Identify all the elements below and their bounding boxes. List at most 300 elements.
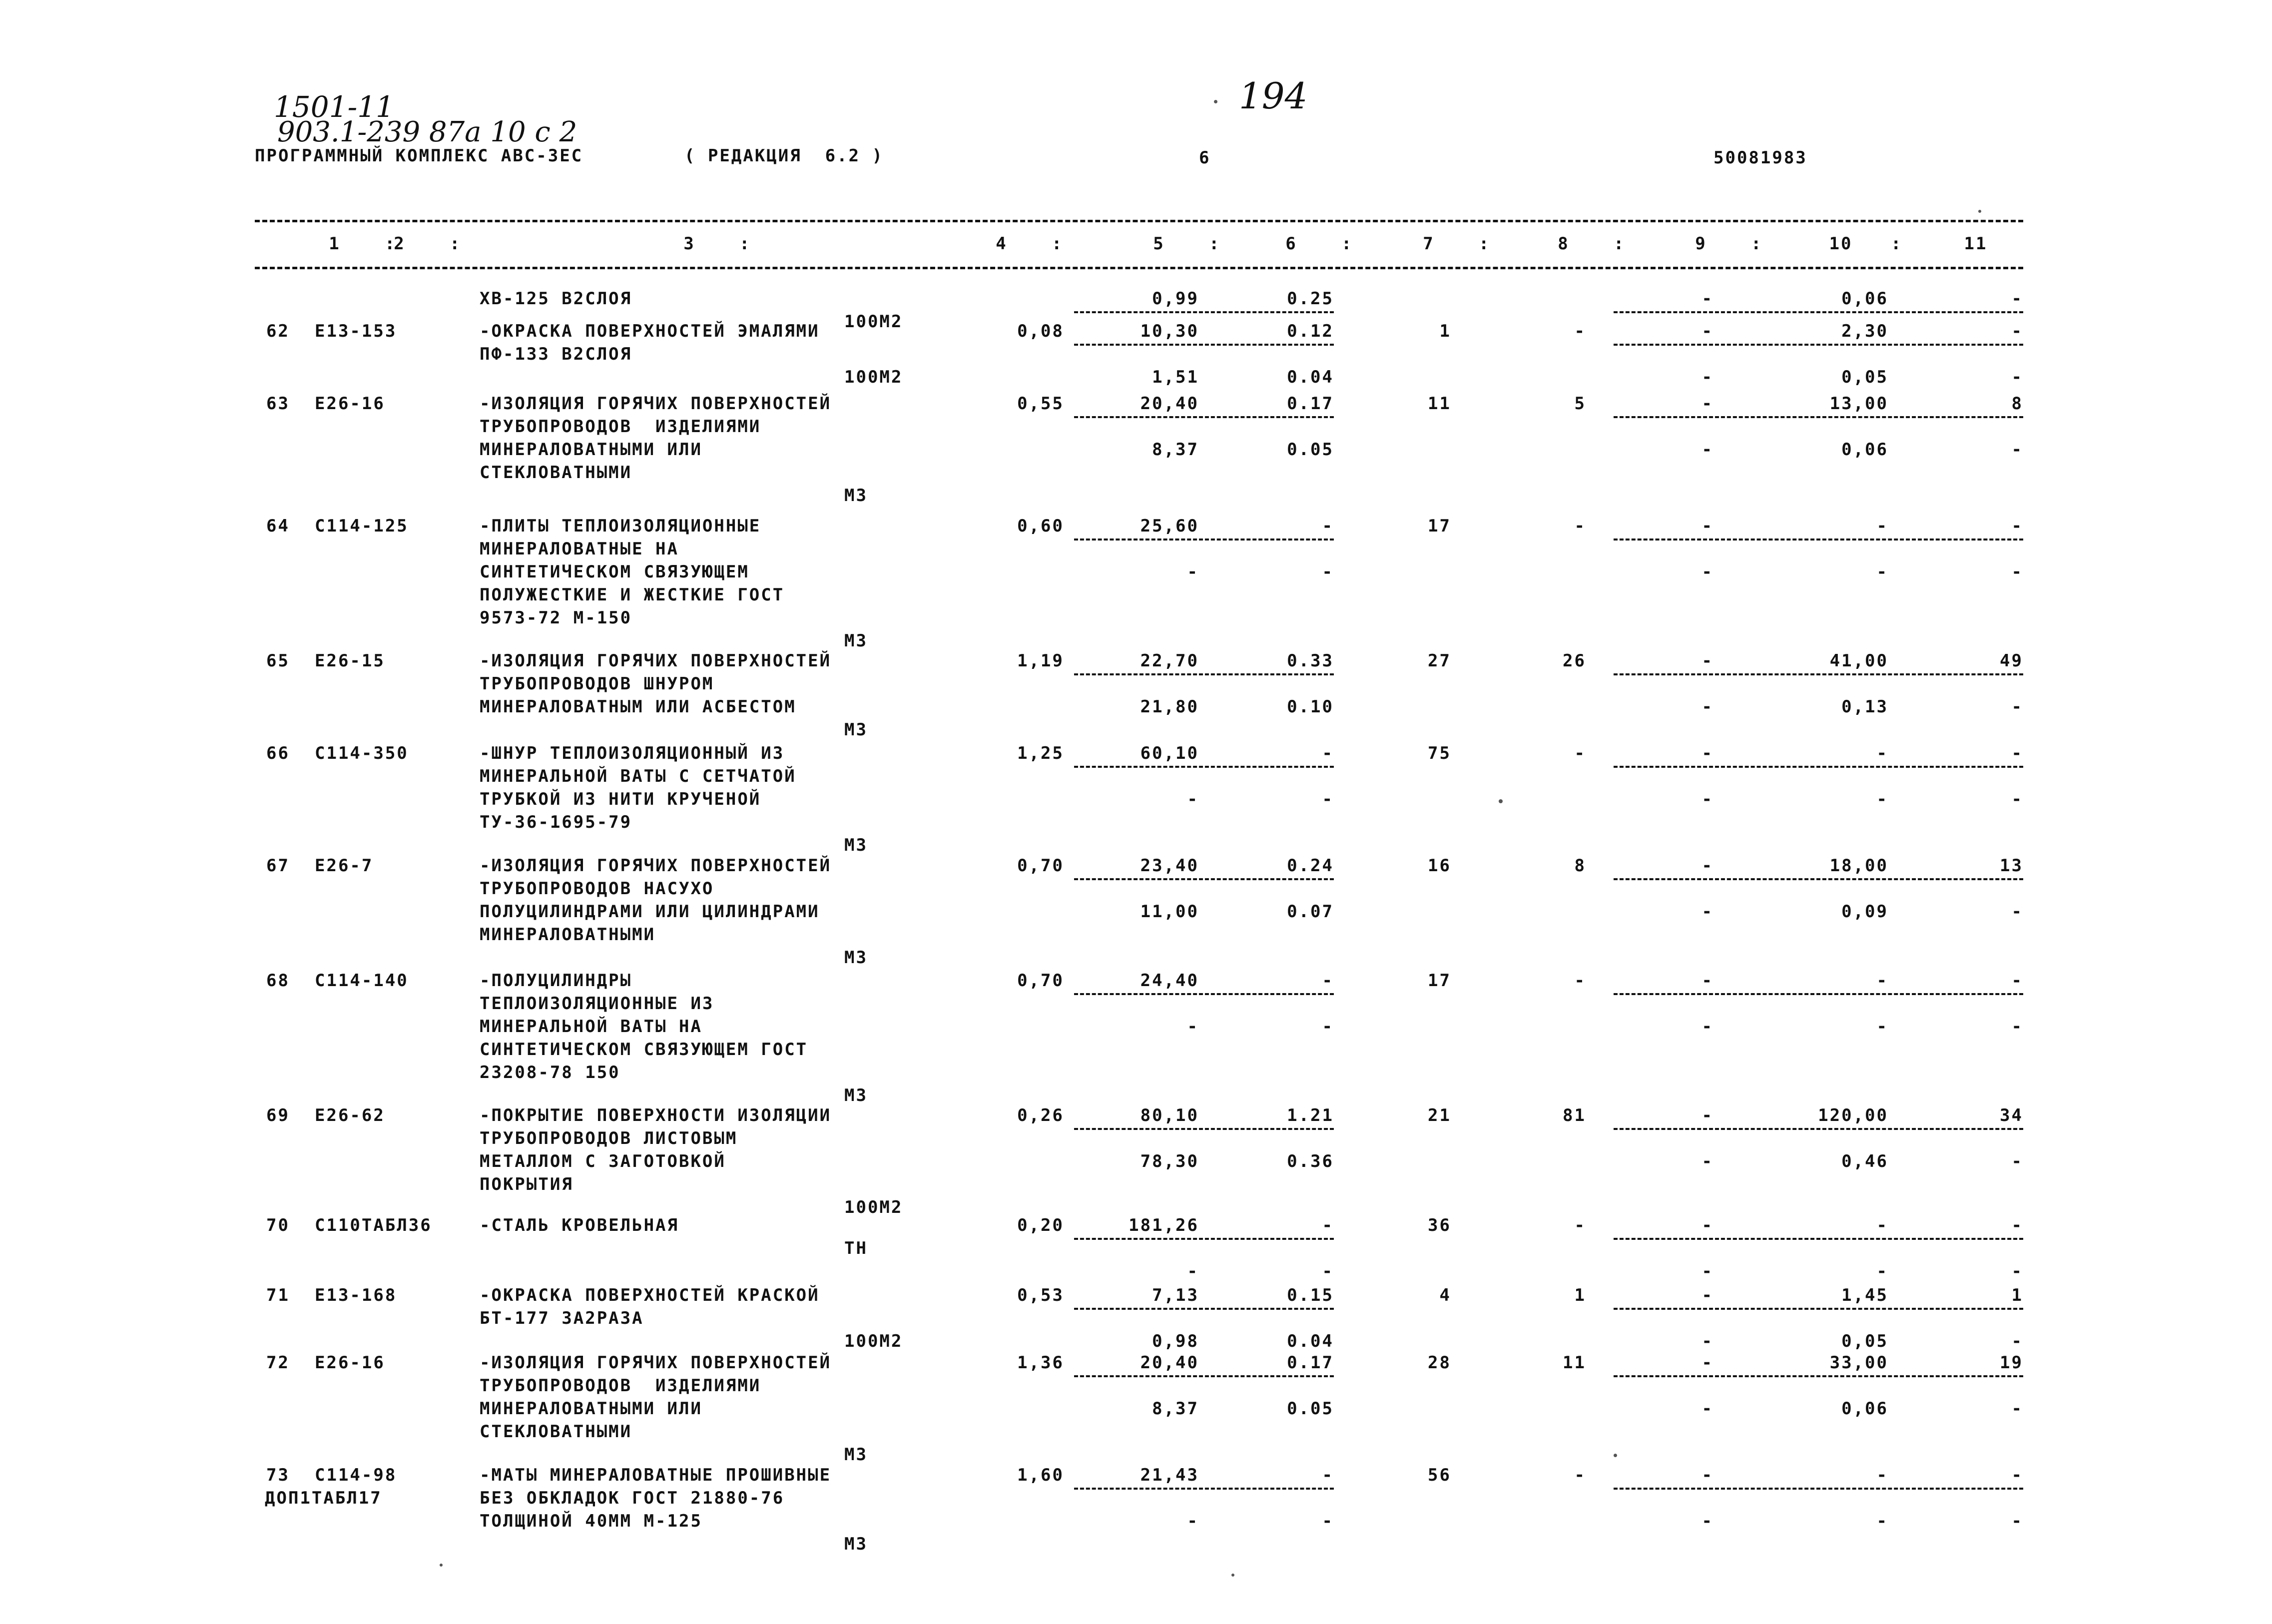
col5-value: 7,13	[1152, 1285, 1199, 1305]
work-description-line: ПОКРЫТИЯ	[480, 1174, 573, 1194]
work-description-line: -ОКРАСКА ПОВЕРХНОСТЕЙ ЭМАЛЯМИ	[480, 321, 820, 341]
col10-value: 13,00	[1829, 394, 1888, 414]
col6-value: -	[1322, 971, 1334, 991]
col4-value: 1,25	[1017, 743, 1064, 763]
sub-rule	[1074, 878, 1334, 880]
col9-sub-value: -	[1702, 1261, 1713, 1281]
work-description-line: ТРУБКОЙ ИЗ НИТИ КРУЧЕНОЙ	[480, 789, 761, 809]
col10-value: 120,00	[1818, 1105, 1888, 1125]
col5-value: 23,40	[1140, 856, 1199, 876]
sub-rule	[1614, 416, 2023, 418]
col5-value: 20,40	[1140, 394, 1199, 414]
col6-sub-value: -	[1322, 1017, 1334, 1037]
col8-value: -	[1574, 516, 1586, 536]
col5-sub-value: -	[1187, 1261, 1199, 1281]
unit-label: М3	[844, 1445, 868, 1465]
col9-sub-value: -	[1702, 1511, 1713, 1531]
work-description-line: -ИЗОЛЯЦИЯ ГОРЯЧИХ ПОВЕРХНОСТЕЙ	[480, 651, 832, 671]
work-description-line: МИНЕРАЛОВАТНЫЕ НА	[480, 539, 679, 559]
rate-code: Е26-15	[315, 651, 385, 671]
col9-value: -	[1702, 516, 1713, 536]
col9-value: -	[1702, 1105, 1713, 1125]
col7-value: 16	[1428, 856, 1451, 876]
col4-value: 0,26	[1017, 1105, 1064, 1125]
work-description-line: -ПЛИТЫ ТЕПЛОИЗОЛЯЦИОННЫЕ	[480, 516, 761, 536]
col5-value: 25,60	[1140, 516, 1199, 536]
col5-value: 80,10	[1140, 1105, 1199, 1125]
col10-sub-value: 0,05	[1841, 367, 1888, 387]
col9-sub-value: -	[1702, 1331, 1713, 1351]
col4-value: 1,36	[1017, 1353, 1064, 1373]
unit-label: М3	[844, 631, 868, 651]
rate-code: С114-125	[315, 516, 409, 536]
sub-rule	[1074, 539, 1334, 541]
col5-sub-value: 0,98	[1152, 1331, 1199, 1351]
edition-label: ( РЕДАКЦИЯ 6.2 )	[684, 146, 884, 166]
work-description-line: -ПОЛУЦИЛИНДРЫ	[480, 971, 632, 991]
col10-sub-value: 0,05	[1841, 1331, 1888, 1351]
col10-sub-value: -	[1876, 1511, 1888, 1531]
col10-value: 33,00	[1829, 1353, 1888, 1373]
col5-value: 181,26	[1129, 1215, 1199, 1235]
col11-sub-value: -	[2011, 1331, 2023, 1351]
unit-label: 100М2	[844, 312, 903, 332]
col7-value: 21	[1428, 1105, 1451, 1125]
work-description-line: СТЕКЛОВАТНЫМИ	[480, 1422, 632, 1442]
col9-value: -	[1702, 1353, 1713, 1373]
col9-value: -	[1702, 1285, 1713, 1305]
col9-value: -	[1702, 651, 1713, 671]
work-description-line: -ИЗОЛЯЦИЯ ГОРЯЧИХ ПОВЕРХНОСТЕЙ	[480, 856, 832, 876]
col8-value: 11	[1563, 1353, 1586, 1373]
col10-value: -	[1876, 1215, 1888, 1235]
col6-sub-value: -	[1322, 789, 1334, 809]
col11-value: 8	[2011, 394, 2023, 414]
col7-value: 56	[1428, 1465, 1451, 1485]
unit-label: М3	[844, 948, 868, 968]
col9-sub-value: -	[1702, 1399, 1713, 1419]
col6-value: 0.15	[1287, 1285, 1334, 1305]
column-separator-icon: :	[1052, 234, 1064, 254]
col8-value: 8	[1574, 856, 1586, 876]
col7-value: 11	[1428, 394, 1451, 414]
sub-rule	[1614, 344, 2023, 346]
sub-rule	[1614, 878, 2023, 880]
scan-speck	[1499, 799, 1503, 803]
sub-rule	[1074, 1488, 1334, 1490]
col6-value: -	[1322, 516, 1334, 536]
col6-sub-value: 0.05	[1287, 1399, 1334, 1419]
col9-sub-value: -	[1702, 789, 1713, 809]
col11-sub-value: -	[2011, 367, 2023, 387]
col5-sub-value: -	[1187, 789, 1199, 809]
row-number: 72	[266, 1353, 290, 1373]
col4-value: 1,60	[1017, 1465, 1064, 1485]
col5-value: 20,40	[1140, 1353, 1199, 1373]
row-number: 64	[266, 516, 290, 536]
col6-value: 0.17	[1287, 1353, 1334, 1373]
col11-sub-value: -	[2011, 1017, 2023, 1037]
col11-value: -	[2011, 289, 2023, 309]
rate-code: С114-98	[315, 1465, 397, 1485]
col6-sub-value: -	[1322, 562, 1334, 582]
row-number: 66	[266, 743, 290, 763]
work-description-line: МИНЕРАЛОВАТНЫМИ	[480, 925, 656, 945]
col11-value: -	[2011, 1215, 2023, 1235]
col6-value: -	[1322, 1215, 1334, 1235]
work-description-line: МИНЕРАЛЬНОЙ ВАТЫ С СЕТЧАТОЙ	[480, 766, 796, 786]
col6-value: 0.17	[1287, 394, 1334, 414]
column-header-8: 8	[1558, 234, 1570, 254]
col7-value: 36	[1428, 1215, 1451, 1235]
col6-sub-value: 0.04	[1287, 1331, 1334, 1351]
rate-code: Е26-16	[315, 394, 385, 414]
col4-value: 0,70	[1017, 971, 1064, 991]
work-description-line: БТ-177 ЗА2РАЗА	[480, 1308, 644, 1328]
col9-sub-value: -	[1702, 562, 1713, 582]
col9-value: -	[1702, 743, 1713, 763]
row-number: 68	[266, 971, 290, 991]
work-description-line: -ШНУР ТЕПЛОИЗОЛЯЦИОННЫЙ ИЗ	[480, 743, 785, 763]
col5-value: 0,99	[1152, 289, 1199, 309]
sub-rule	[1074, 1375, 1334, 1377]
scan-speck	[1614, 1454, 1617, 1457]
work-description-line: ТРУБОПРОВОДОВ ИЗДЕЛИЯМИ	[480, 1376, 761, 1396]
sub-rule	[1074, 1308, 1334, 1310]
column-separator-icon: :	[450, 234, 462, 254]
col10-sub-value: -	[1876, 562, 1888, 582]
sub-rule	[1614, 673, 2023, 675]
row-number: 65	[266, 651, 290, 671]
col8-value: 26	[1563, 651, 1586, 671]
col9-sub-value: -	[1702, 1151, 1713, 1171]
scan-speck	[1231, 1574, 1234, 1577]
col5-value: 60,10	[1140, 743, 1199, 763]
col9-sub-value: -	[1702, 902, 1713, 922]
col4-value: 0,60	[1017, 516, 1064, 536]
column-header-2: 2	[394, 234, 406, 254]
sub-rule	[1074, 344, 1334, 346]
column-header-3: 3	[683, 234, 695, 254]
col10-value: 18,00	[1829, 856, 1888, 876]
col9-sub-value: -	[1702, 440, 1713, 460]
work-description-line: -МАТЫ МИНЕРАЛОВАТНЫЕ ПРОШИВНЫЕ	[480, 1465, 832, 1485]
column-header-7: 7	[1423, 234, 1435, 254]
rate-code: С110ТАБЛ36	[315, 1215, 432, 1235]
column-header-11: 11	[1964, 234, 1988, 254]
col10-value: -	[1876, 1465, 1888, 1485]
work-description-line: -СТАЛЬ КРОВЕЛЬНАЯ	[480, 1215, 679, 1235]
col6-sub-value: 0.36	[1287, 1151, 1334, 1171]
col5-sub-value: 1,51	[1152, 367, 1199, 387]
col9-sub-value: -	[1702, 367, 1713, 387]
col11-value: -	[2011, 321, 2023, 341]
sub-rule	[1074, 1128, 1334, 1130]
rate-code-extra: ДОП1ТАБЛ17	[265, 1488, 382, 1508]
col11-value: -	[2011, 971, 2023, 991]
unit-label: М3	[844, 720, 868, 740]
col9-value: -	[1702, 321, 1713, 341]
scan-speck	[440, 1564, 443, 1567]
column-header-4: 4	[996, 234, 1008, 254]
work-description-line: -ИЗОЛЯЦИЯ ГОРЯЧИХ ПОВЕРХНОСТЕЙ	[480, 394, 832, 414]
col11-value: 19	[2000, 1353, 2023, 1373]
column-separator-icon: :	[739, 234, 751, 254]
column-header-1: 1	[329, 234, 341, 254]
col10-sub-value: 0,46	[1841, 1151, 1888, 1171]
row-number: 71	[266, 1285, 290, 1305]
column-header-5: 5	[1153, 234, 1165, 254]
col11-sub-value: -	[2011, 1511, 2023, 1531]
rate-code: Е26-62	[315, 1105, 385, 1125]
row-number: 70	[266, 1215, 290, 1235]
sub-rule	[1614, 766, 2023, 768]
unit-label: 100М2	[844, 367, 903, 387]
handwritten-page-number: 194	[1239, 75, 1308, 117]
rate-code: Е13-153	[315, 321, 397, 341]
work-description-line: БЕЗ ОБКЛАДОК ГОСТ 21880-76	[480, 1488, 785, 1508]
col4-value: 0,70	[1017, 856, 1064, 876]
col11-sub-value: -	[2011, 1151, 2023, 1171]
col8-value: -	[1574, 743, 1586, 763]
col8-value: 81	[1563, 1105, 1586, 1125]
column-separator-icon: :	[1614, 234, 1626, 254]
sheet-number: 6	[1199, 148, 1211, 168]
col10-value: 1,45	[1841, 1285, 1888, 1305]
column-separator-icon: :	[1209, 234, 1221, 254]
scan-speck	[1214, 100, 1217, 103]
col5-value: 10,30	[1140, 321, 1199, 341]
col10-sub-value: -	[1876, 789, 1888, 809]
col8-value: 1	[1574, 1285, 1586, 1305]
header-rule-bottom	[255, 267, 2023, 269]
sub-rule	[1074, 766, 1334, 768]
sub-rule	[1614, 1375, 2023, 1377]
col6-value: 0.12	[1287, 321, 1334, 341]
col6-value: 0.33	[1287, 651, 1334, 671]
sub-rule	[1614, 539, 2023, 541]
sub-rule	[1614, 1238, 2023, 1240]
handwritten-doc-number: 1501-11	[274, 90, 395, 124]
col9-value: -	[1702, 856, 1713, 876]
sub-rule	[1614, 993, 2023, 995]
column-separator-icon: :	[1751, 234, 1763, 254]
work-description-line: -ОКРАСКА ПОВЕРХНОСТЕЙ КРАСКОЙ	[480, 1285, 820, 1305]
col6-value: 1.21	[1287, 1105, 1334, 1125]
unit-label: 100М2	[844, 1197, 903, 1217]
rate-code: Е26-7	[315, 856, 374, 876]
col9-value: -	[1702, 971, 1713, 991]
col5-sub-value: -	[1187, 1017, 1199, 1037]
work-description-line: СИНТЕТИЧЕСКОМ СВЯЗУЮЩЕМ	[480, 562, 749, 582]
col10-value: 2,30	[1841, 321, 1888, 341]
col6-value: -	[1322, 743, 1334, 763]
col11-value: -	[2011, 743, 2023, 763]
col7-value: 27	[1428, 651, 1451, 671]
col6-sub-value: -	[1322, 1261, 1334, 1281]
col11-sub-value: -	[2011, 902, 2023, 922]
work-description-line: -ПОКРЫТИЕ ПОВЕРХНОСТИ ИЗОЛЯЦИИ	[480, 1105, 832, 1125]
col4-value: 0,55	[1017, 394, 1064, 414]
row-number: 73	[266, 1465, 290, 1485]
work-description-line: ТОЛЩИНОЙ 40ММ М-125	[480, 1511, 702, 1531]
col10-value: -	[1876, 971, 1888, 991]
unit-label: 100М2	[844, 1331, 903, 1351]
col5-sub-value: 78,30	[1140, 1151, 1199, 1171]
work-description-line: ТРУБОПРОВОДОВ ИЗДЕЛИЯМИ	[480, 417, 761, 437]
unit-label: М3	[844, 486, 868, 506]
col9-value: -	[1702, 1465, 1713, 1485]
work-description-line: СТЕКЛОВАТНЫМИ	[480, 463, 632, 483]
work-description-line: ПОЛУЖЕСТКИЕ И ЖЕСТКИЕ ГОСТ	[480, 585, 785, 605]
row-number: 67	[266, 856, 290, 876]
work-description-line: МИНЕРАЛОВАТНЫМИ ИЛИ	[480, 1399, 702, 1419]
unit-label: М3	[844, 835, 868, 855]
scan-speck	[1978, 210, 1981, 213]
work-description-line: ТРУБОПРОВОДОВ ЛИСТОВЫМ	[480, 1128, 738, 1148]
col8-value: -	[1574, 1215, 1586, 1235]
col9-value: -	[1702, 394, 1713, 414]
col6-sub-value: 0.04	[1287, 367, 1334, 387]
column-header-9: 9	[1695, 234, 1707, 254]
document-code: 50081983	[1713, 148, 1807, 168]
col9-value: -	[1702, 289, 1713, 309]
rate-code: Е13-168	[315, 1285, 397, 1305]
col8-value: 5	[1574, 394, 1586, 414]
sub-rule	[1074, 993, 1334, 995]
col11-sub-value: -	[2011, 440, 2023, 460]
col4-value: 1,19	[1017, 651, 1064, 671]
work-description-line: ПОЛУЦИЛИНДРАМИ ИЛИ ЦИЛИНДРАМИ	[480, 902, 820, 922]
sub-rule	[1074, 311, 1334, 313]
col11-sub-value: -	[2011, 1399, 2023, 1419]
column-separator-icon: :	[1891, 234, 1903, 254]
col10-value: 0,06	[1841, 289, 1888, 309]
column-header-6: 6	[1285, 234, 1297, 254]
col5-sub-value: 21,80	[1140, 697, 1199, 717]
col7-value: 75	[1428, 743, 1451, 763]
work-description-line: СИНТЕТИЧЕСКОМ СВЯЗУЮЩЕМ ГОСТ	[480, 1040, 808, 1060]
sub-rule	[1614, 1308, 2023, 1310]
col11-sub-value: -	[2011, 789, 2023, 809]
col5-value: 21,43	[1140, 1465, 1199, 1485]
col8-value: -	[1574, 321, 1586, 341]
unit-label: М3	[844, 1085, 868, 1105]
row-number: 69	[266, 1105, 290, 1125]
work-description-line: ТРУБОПРОВОДОВ ШНУРОМ	[480, 674, 714, 694]
header-rule-top	[255, 220, 2023, 222]
sub-rule	[1074, 1238, 1334, 1240]
col11-value: 49	[2000, 651, 2023, 671]
program-title: ПРОГРАММНЫЙ КОМПЛЕКС АВС-3ЕС	[255, 146, 583, 166]
col9-sub-value: -	[1702, 1017, 1713, 1037]
col4-value: 0,53	[1017, 1285, 1064, 1305]
col10-sub-value: 0,09	[1841, 902, 1888, 922]
work-description-line: МИНЕРАЛОВАТНЫМ ИЛИ АСБЕСТОМ	[480, 697, 796, 717]
col11-value: -	[2011, 516, 2023, 536]
col7-value: 1	[1439, 321, 1451, 341]
col10-value: -	[1876, 516, 1888, 536]
work-description-line: ТУ-36-1695-79	[480, 812, 632, 832]
col7-value: 28	[1428, 1353, 1451, 1373]
sub-rule	[1074, 673, 1334, 675]
work-description-line: ТРУБОПРОВОДОВ НАСУХО	[480, 879, 714, 899]
col5-value: 24,40	[1140, 971, 1199, 991]
col11-sub-value: -	[2011, 562, 2023, 582]
col11-value: -	[2011, 1465, 2023, 1485]
col5-sub-value: 8,37	[1152, 440, 1199, 460]
col10-sub-value: -	[1876, 1017, 1888, 1037]
sub-rule	[1614, 311, 2023, 313]
col7-value: 17	[1428, 971, 1451, 991]
col6-sub-value: 0.07	[1287, 902, 1334, 922]
col11-value: 1	[2011, 1285, 2023, 1305]
work-description-line: ТЕПЛОИЗОЛЯЦИОННЫЕ ИЗ	[480, 994, 714, 1014]
col6-value: -	[1322, 1465, 1334, 1485]
work-description-line: -ИЗОЛЯЦИЯ ГОРЯЧИХ ПОВЕРХНОСТЕЙ	[480, 1353, 832, 1373]
col10-sub-value: 0,06	[1841, 440, 1888, 460]
column-separator-icon: :	[1479, 234, 1491, 254]
handwritten-project-code: 903.1-239 87а 10 с 2	[277, 116, 577, 148]
sub-rule	[1614, 1128, 2023, 1130]
col11-sub-value: -	[2011, 1261, 2023, 1281]
work-description-line: 9573-72 М-150	[480, 608, 632, 628]
col6-sub-value: -	[1322, 1511, 1334, 1531]
rate-code: Е26-16	[315, 1353, 385, 1373]
sub-rule	[1614, 1488, 2023, 1490]
work-description-line: МИНЕРАЛОВАТНЫМИ ИЛИ	[480, 440, 702, 460]
unit-label: ТН	[844, 1238, 868, 1258]
col4-value: 0,20	[1017, 1215, 1064, 1235]
col6-value: 0.24	[1287, 856, 1334, 876]
col7-value: 4	[1439, 1285, 1451, 1305]
col11-sub-value: -	[2011, 697, 2023, 717]
col5-value: 22,70	[1140, 651, 1199, 671]
col6-value: 0.25	[1287, 289, 1334, 309]
col10-value: 41,00	[1829, 651, 1888, 671]
col8-value: -	[1574, 971, 1586, 991]
unit-label: М3	[844, 1534, 868, 1554]
col7-value: 17	[1428, 516, 1451, 536]
col10-sub-value: 0,13	[1841, 697, 1888, 717]
sub-rule	[1074, 416, 1334, 418]
work-description-line: ХВ-125 В2СЛОЯ	[480, 289, 632, 309]
rate-code: С114-350	[315, 743, 409, 763]
column-separator-icon: :	[1341, 234, 1353, 254]
column-separator-icon: :	[385, 234, 397, 254]
col9-value: -	[1702, 1215, 1713, 1235]
rate-code: С114-140	[315, 971, 409, 991]
work-description-line: ПФ-133 В2СЛОЯ	[480, 344, 632, 364]
column-header-10: 10	[1829, 234, 1853, 254]
col6-sub-value: 0.05	[1287, 440, 1334, 460]
col5-sub-value: -	[1187, 1511, 1199, 1531]
col5-sub-value: -	[1187, 562, 1199, 582]
col5-sub-value: 11,00	[1140, 902, 1199, 922]
col8-value: -	[1574, 1465, 1586, 1485]
col4-value: 0,08	[1017, 321, 1064, 341]
row-number: 63	[266, 394, 290, 414]
work-description-line: МЕТАЛЛОМ С ЗАГОТОВКОЙ	[480, 1151, 726, 1171]
col11-value: 34	[2000, 1105, 2023, 1125]
work-description-line: МИНЕРАЛЬНОЙ ВАТЫ НА	[480, 1017, 702, 1037]
col9-sub-value: -	[1702, 697, 1713, 717]
col10-sub-value: -	[1876, 1261, 1888, 1281]
col10-value: -	[1876, 743, 1888, 763]
row-number: 62	[266, 321, 290, 341]
col11-value: 13	[2000, 856, 2023, 876]
col10-sub-value: 0,06	[1841, 1399, 1888, 1419]
